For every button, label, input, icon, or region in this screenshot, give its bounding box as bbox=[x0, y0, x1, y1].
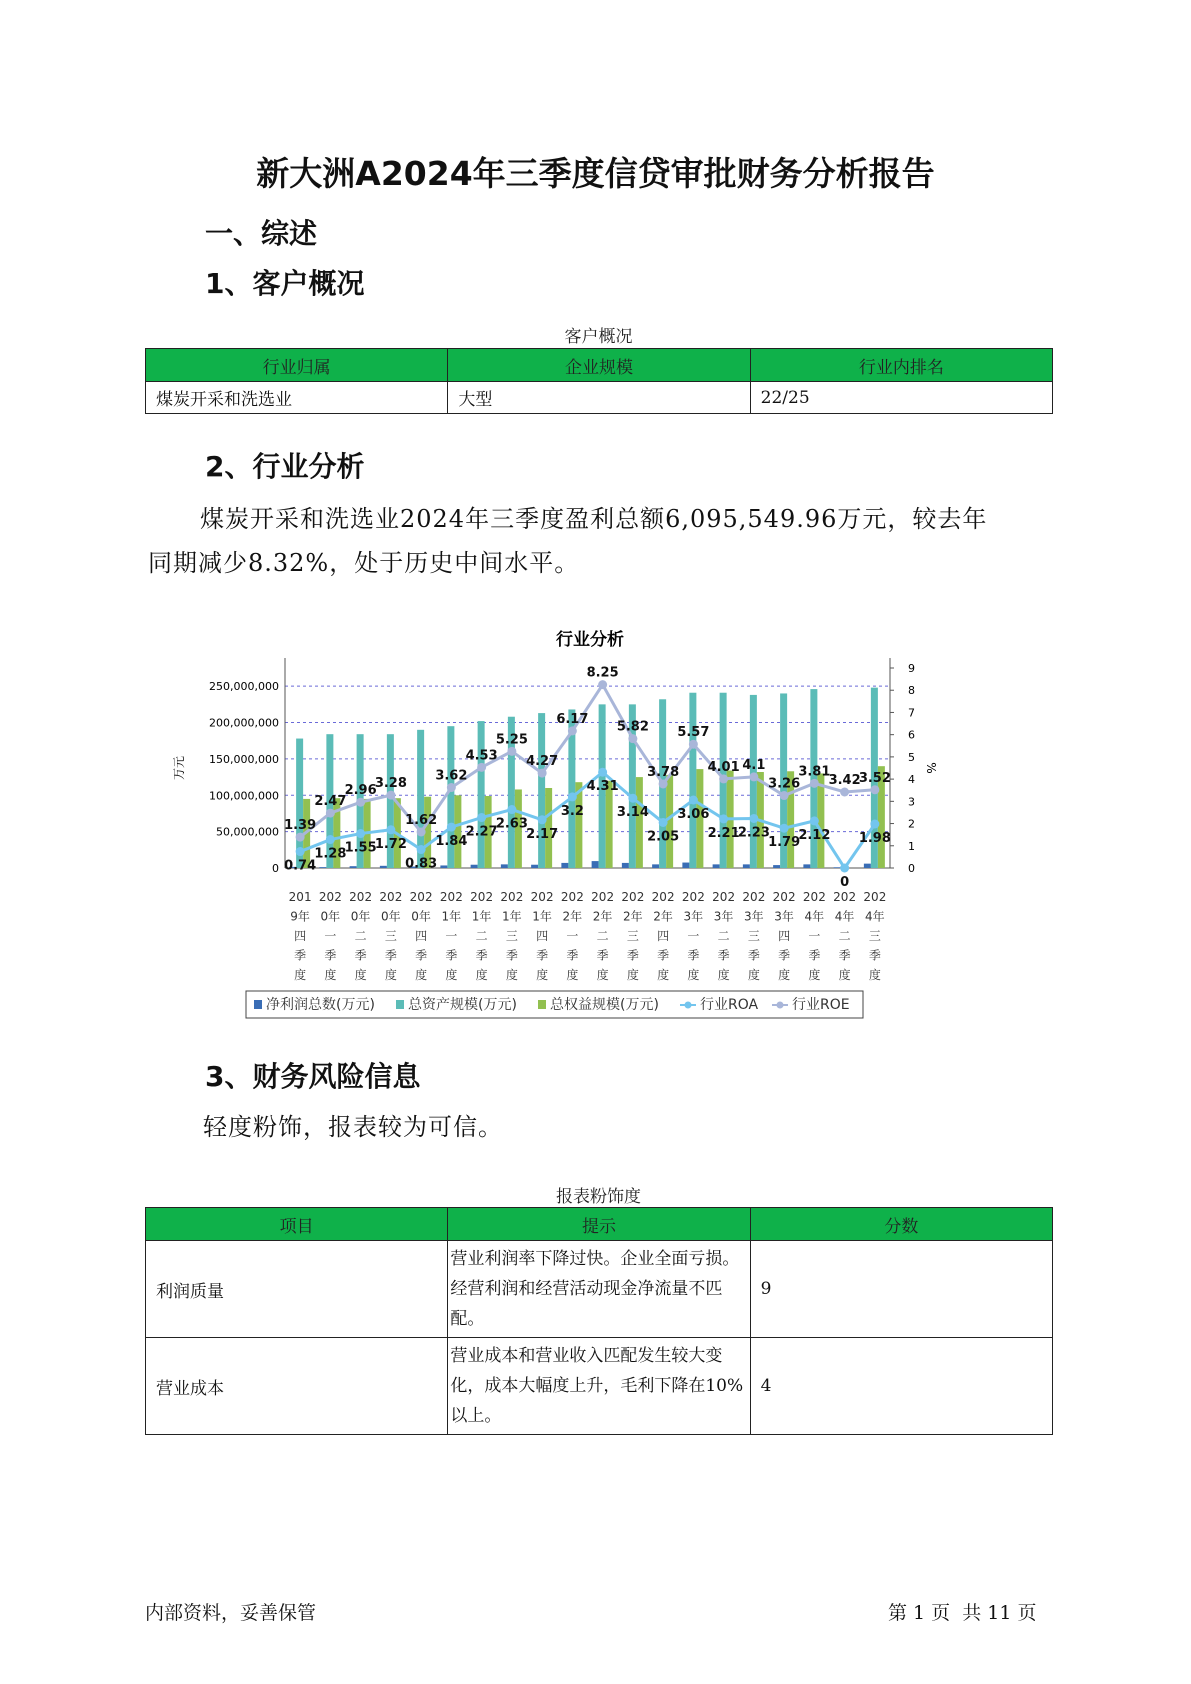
roa-point bbox=[568, 792, 577, 801]
x-tick-label: 季 bbox=[445, 948, 458, 963]
x-tick-label: 度 bbox=[294, 968, 307, 982]
x-tick-label: 1年 bbox=[532, 909, 552, 924]
x-tick-label: 1年 bbox=[471, 909, 492, 924]
x-tick-label: 1年 bbox=[441, 909, 462, 924]
y-tick-label: 100,000,000 bbox=[209, 789, 279, 803]
x-tick-label: 三 bbox=[747, 929, 760, 943]
roa-data-label: 1.72 bbox=[374, 836, 407, 852]
roe-data-label: 3.81 bbox=[798, 764, 831, 780]
roa-point bbox=[628, 794, 637, 803]
x-tick-label: 二 bbox=[838, 929, 851, 943]
roa-data-label: 3.2 bbox=[560, 803, 584, 819]
x-tick-label: 度 bbox=[596, 968, 609, 982]
roe-point bbox=[507, 747, 516, 756]
x-tick-label: 202 bbox=[349, 890, 373, 904]
x-tick-label: 季 bbox=[354, 948, 367, 963]
roe-point bbox=[870, 785, 879, 794]
roa-data-label: 4.31 bbox=[586, 779, 619, 795]
x-tick-label: 度 bbox=[566, 968, 579, 982]
x-tick-label: 202 bbox=[802, 890, 826, 904]
y2-tick-label: 9 bbox=[908, 662, 915, 675]
roe-data-label: 3.62 bbox=[435, 768, 468, 784]
x-tick-label: 202 bbox=[621, 890, 645, 904]
roe-point bbox=[689, 740, 698, 749]
risk-table-caption: 报表粉饰度 bbox=[556, 1187, 641, 1207]
roa-point bbox=[538, 815, 547, 824]
roa-point bbox=[719, 814, 728, 823]
x-tick-label: 202 bbox=[591, 890, 615, 904]
roa-data-label: 3.06 bbox=[677, 807, 710, 822]
x-tick-label: 202 bbox=[863, 890, 887, 904]
roa-point bbox=[417, 845, 426, 854]
roe-data-label: 2.47 bbox=[314, 794, 347, 810]
roe-data-label: 4.01 bbox=[707, 759, 740, 775]
net-profit-bar bbox=[501, 864, 508, 868]
roa-data-label: 1.84 bbox=[435, 834, 468, 850]
x-tick-label: 季 bbox=[596, 948, 609, 963]
x-tick-label: 度 bbox=[445, 968, 458, 982]
x-tick-label: 4年 bbox=[865, 909, 885, 924]
roe-data-label: 3.26 bbox=[768, 776, 801, 792]
legend-marker bbox=[685, 1002, 692, 1009]
legend-swatch bbox=[538, 1000, 546, 1009]
x-tick-label: 202 bbox=[470, 890, 494, 904]
roa-point bbox=[507, 805, 516, 814]
y-tick-label: 50,000,000 bbox=[216, 825, 279, 839]
y2-tick-label: 5 bbox=[908, 750, 915, 764]
x-tick-label: 4年 bbox=[834, 909, 855, 924]
legend-label: 总权益规模(万元) bbox=[550, 997, 659, 1013]
roe-data-label: 8.25 bbox=[586, 665, 619, 681]
y-tick-label: 200,000,000 bbox=[209, 716, 279, 730]
report-title: 新大洲A2024年三季度信贷审批财务分析报告 bbox=[256, 154, 935, 193]
x-tick-label: 一 bbox=[566, 929, 579, 943]
roa-point bbox=[780, 824, 789, 833]
roe-data-label: 3.42 bbox=[828, 773, 861, 788]
roe-data-label: 1.39 bbox=[284, 818, 317, 834]
x-tick-label: 度 bbox=[778, 968, 791, 982]
x-tick-label: 季 bbox=[838, 948, 851, 963]
x-tick-label: 季 bbox=[778, 948, 791, 963]
x-tick-label: 202 bbox=[651, 890, 675, 904]
net-profit-bar bbox=[682, 863, 689, 868]
x-tick-label: 季 bbox=[536, 948, 549, 963]
roa-point bbox=[749, 814, 758, 823]
roa-data-label: 3.14 bbox=[616, 805, 649, 821]
x-tick-label: 季 bbox=[475, 948, 488, 963]
x-tick-label: 度 bbox=[808, 968, 821, 982]
roa-data-label: 0.74 bbox=[284, 858, 317, 874]
risk-table bbox=[145, 1207, 1053, 1435]
x-tick-label: 二 bbox=[354, 929, 367, 943]
x-tick-label: 二 bbox=[596, 929, 609, 943]
x-tick-label: 季 bbox=[384, 948, 397, 963]
roe-data-label: 4.27 bbox=[526, 754, 559, 770]
x-tick-label: 3年 bbox=[774, 909, 794, 924]
net-profit-bar bbox=[531, 865, 538, 868]
header-rank: 行业内排名 bbox=[750, 349, 1052, 382]
industry-chart bbox=[172, 630, 1000, 1115]
cell-scale: 大型 bbox=[448, 382, 750, 414]
header-scale: 企业规模 bbox=[448, 349, 750, 382]
roa-point bbox=[356, 829, 365, 838]
x-tick-label: 202 bbox=[530, 890, 554, 904]
x-tick-label: 季 bbox=[626, 948, 639, 963]
x-tick-label: 度 bbox=[868, 968, 881, 982]
y2-tick-label: 7 bbox=[908, 706, 915, 720]
section-industry-heading: 2、行业分析 bbox=[205, 450, 365, 483]
x-tick-label: 2年 bbox=[562, 909, 583, 924]
legend-label: 总资产规模(万元) bbox=[408, 997, 517, 1013]
roe-data-label: 1.62 bbox=[405, 813, 438, 828]
roe-point bbox=[598, 680, 607, 689]
x-tick-label: 3年 bbox=[744, 909, 764, 924]
roa-data-label: 1.79 bbox=[768, 835, 801, 851]
x-tick-label: 度 bbox=[384, 968, 397, 982]
risk-table-header bbox=[146, 1208, 1053, 1241]
x-tick-label: 202 bbox=[833, 890, 857, 904]
roe-point bbox=[780, 791, 789, 800]
y-tick-label: 150,000,000 bbox=[209, 752, 279, 766]
roe-data-label: 3.52 bbox=[858, 770, 891, 786]
x-tick-label: 202 bbox=[712, 890, 736, 904]
net-profit-bar bbox=[652, 864, 659, 868]
cell-hint: 营业利润率下降过快。企业全面亏损。经营利润和经营活动现金净流量不匹配。 bbox=[448, 1241, 750, 1338]
footer-note: 内部资料，妥善保管 bbox=[145, 1602, 317, 1624]
x-tick-label: 4年 bbox=[804, 909, 825, 924]
header-score: 分数 bbox=[750, 1208, 1052, 1241]
roe-point bbox=[840, 788, 849, 797]
industry-paragraph-line1: 煤炭开采和洗选业2024年三季度盈利总额6,095,549.96万元，较去年 bbox=[200, 505, 988, 533]
roe-point bbox=[356, 798, 365, 807]
section-customer-heading: 1、客户概况 bbox=[205, 267, 365, 300]
net-profit-bar bbox=[350, 866, 357, 868]
x-tick-label: 202 bbox=[318, 890, 342, 904]
table-row bbox=[146, 382, 1053, 414]
roa-point bbox=[870, 820, 879, 829]
x-tick-label: 0年 bbox=[411, 909, 431, 924]
x-tick-label: 202 bbox=[409, 890, 433, 904]
roe-data-label: 5.25 bbox=[495, 732, 528, 748]
x-tick-label: 202 bbox=[379, 890, 403, 904]
x-tick-label: 季 bbox=[657, 948, 670, 963]
roe-point bbox=[810, 779, 819, 788]
roa-data-label: 2.12 bbox=[798, 827, 831, 843]
section-risk-heading: 3、财务风险信息 bbox=[205, 1060, 421, 1093]
x-tick-label: 202 bbox=[681, 890, 705, 904]
x-tick-label: 3年 bbox=[683, 909, 704, 924]
y2-tick-label: 1 bbox=[908, 839, 915, 853]
x-tick-label: 季 bbox=[324, 948, 337, 963]
x-tick-label: 度 bbox=[354, 968, 367, 982]
roe-point bbox=[417, 828, 426, 837]
cell-industry: 煤炭开采和洗选业 bbox=[146, 382, 448, 414]
roe-data-label: 2.96 bbox=[344, 783, 377, 799]
x-tick-label: 季 bbox=[505, 948, 518, 963]
cell-score: 4 bbox=[750, 1338, 1052, 1435]
cell-rank: 22/25 bbox=[750, 382, 1052, 414]
x-tick-label: 0年 bbox=[350, 909, 371, 924]
section-overview-heading: 一、综述 bbox=[205, 217, 318, 250]
roe-point bbox=[386, 791, 395, 800]
roa-point bbox=[810, 816, 819, 825]
risk-paragraph: 轻度粉饰，报表较为可信。 bbox=[203, 1113, 503, 1141]
x-tick-label: 度 bbox=[475, 968, 488, 982]
roa-data-label: 2.05 bbox=[647, 829, 680, 845]
x-tick-label: 度 bbox=[657, 968, 670, 982]
header-item: 项目 bbox=[146, 1208, 448, 1241]
roa-data-label: 2.27 bbox=[465, 824, 498, 840]
roa-point bbox=[447, 823, 456, 832]
roa-data-label: 1.98 bbox=[858, 831, 891, 846]
net-profit-bar bbox=[380, 866, 387, 868]
x-tick-label: 3年 bbox=[713, 909, 734, 924]
x-tick-label: 一 bbox=[687, 929, 700, 943]
roe-point bbox=[296, 833, 305, 842]
y2-tick-label: 2 bbox=[908, 817, 915, 831]
roa-data-label: 2.23 bbox=[737, 825, 770, 841]
y-tick-label: 0 bbox=[272, 862, 279, 875]
x-tick-label: 201 bbox=[288, 890, 312, 904]
roe-point bbox=[749, 772, 758, 781]
x-tick-label: 202 bbox=[772, 890, 796, 904]
roa-data-label: 2.21 bbox=[707, 825, 740, 841]
x-tick-label: 2年 bbox=[623, 909, 643, 924]
x-tick-label: 四 bbox=[415, 929, 428, 943]
x-tick-label: 季 bbox=[717, 948, 730, 963]
x-tick-label: 度 bbox=[536, 968, 549, 982]
roe-point bbox=[568, 726, 577, 735]
roa-point bbox=[840, 864, 849, 873]
x-tick-label: 度 bbox=[415, 968, 428, 982]
roa-point bbox=[386, 825, 395, 834]
x-tick-label: 二 bbox=[475, 929, 488, 943]
chart-title: 行业分析 bbox=[556, 630, 624, 650]
x-tick-label: 度 bbox=[505, 968, 518, 982]
legend-label: 净利润总数(万元) bbox=[266, 997, 375, 1013]
x-tick-label: 一 bbox=[445, 929, 458, 943]
roe-data-label: 3.78 bbox=[647, 765, 680, 780]
x-tick-label: 四 bbox=[294, 929, 307, 943]
table-row bbox=[146, 1241, 1053, 1338]
legend-marker bbox=[777, 1002, 784, 1009]
roe-point bbox=[659, 780, 668, 789]
roe-point bbox=[628, 734, 637, 743]
roa-data-label: 0.83 bbox=[405, 856, 438, 872]
industry-chart-svg bbox=[172, 630, 1000, 1115]
x-tick-label: 季 bbox=[747, 948, 760, 963]
x-tick-label: 度 bbox=[324, 968, 337, 982]
y2-tick-label: 0 bbox=[908, 862, 915, 875]
x-tick-label: 季 bbox=[808, 948, 821, 963]
x-tick-label: 四 bbox=[536, 929, 549, 943]
net-profit-bar bbox=[622, 863, 629, 868]
cell-item: 营业成本 bbox=[146, 1338, 448, 1435]
x-tick-label: 9年 bbox=[290, 909, 310, 924]
roa-point bbox=[326, 835, 335, 844]
x-tick-label: 三 bbox=[384, 929, 397, 943]
y-tick-label: 250,000,000 bbox=[209, 680, 279, 694]
roe-point bbox=[719, 774, 728, 783]
roa-data-label: 1.55 bbox=[344, 840, 377, 856]
x-tick-label: 202 bbox=[439, 890, 463, 904]
x-tick-label: 0年 bbox=[320, 909, 341, 924]
x-tick-label: 季 bbox=[566, 948, 579, 963]
header-industry: 行业归属 bbox=[146, 349, 448, 382]
roa-point bbox=[598, 768, 607, 777]
legend-swatch bbox=[396, 1000, 404, 1009]
roe-data-label: 3.28 bbox=[374, 776, 407, 792]
net-profit-bar bbox=[561, 863, 568, 868]
roe-data-label: 5.82 bbox=[616, 719, 649, 735]
x-tick-label: 季 bbox=[687, 948, 700, 963]
customer-table bbox=[145, 348, 1053, 414]
cell-score: 9 bbox=[750, 1241, 1052, 1338]
total-equity-bar bbox=[636, 777, 643, 868]
x-tick-label: 四 bbox=[657, 929, 670, 943]
x-tick-label: 度 bbox=[626, 968, 639, 982]
y2-tick-label: 8 bbox=[908, 684, 915, 698]
roa-data-label: 0 bbox=[840, 875, 850, 890]
legend-label: 行业ROA bbox=[700, 997, 759, 1013]
x-tick-label: 度 bbox=[747, 968, 760, 982]
x-tick-label: 2年 bbox=[592, 909, 613, 924]
x-tick-label: 季 bbox=[294, 948, 307, 963]
x-tick-label: 季 bbox=[868, 948, 881, 963]
total-assets-bar bbox=[538, 713, 545, 868]
roa-point bbox=[689, 796, 698, 805]
x-tick-label: 1年 bbox=[502, 909, 522, 924]
y2-tick-label: 6 bbox=[908, 728, 915, 742]
net-profit-bar bbox=[471, 865, 478, 868]
cell-hint: 营业成本和营业收入匹配发生较大变化，成本大幅度上升，毛利下降在10%以上。 bbox=[448, 1338, 750, 1435]
cell-item: 利润质量 bbox=[146, 1241, 448, 1338]
net-profit-bar bbox=[592, 861, 599, 868]
roe-data-label: 4.53 bbox=[465, 748, 498, 764]
legend-swatch bbox=[254, 1000, 262, 1009]
y2-tick-label: 3 bbox=[908, 795, 915, 809]
x-tick-label: 三 bbox=[626, 929, 639, 943]
x-tick-label: 四 bbox=[778, 929, 791, 943]
x-tick-label: 0年 bbox=[381, 909, 401, 924]
x-tick-label: 202 bbox=[500, 890, 524, 904]
roa-point bbox=[296, 847, 305, 856]
roe-point bbox=[326, 809, 335, 818]
header-hint: 提示 bbox=[448, 1208, 750, 1241]
net-profit-bar bbox=[713, 864, 720, 868]
roe-data-label: 5.57 bbox=[677, 725, 710, 741]
roa-data-label: 2.17 bbox=[526, 826, 559, 842]
page-number: 第 1 页 共 11 页 bbox=[888, 1602, 1037, 1624]
total-equity-bar bbox=[454, 795, 461, 868]
x-tick-label: 二 bbox=[717, 929, 730, 943]
x-tick-label: 度 bbox=[717, 968, 730, 982]
y2-tick-label: 4 bbox=[908, 773, 915, 787]
roe-point bbox=[477, 763, 486, 772]
x-tick-label: 季 bbox=[415, 948, 428, 963]
table-row bbox=[146, 1338, 1053, 1435]
y2-axis-label: % bbox=[924, 762, 938, 774]
net-profit-bar bbox=[803, 864, 810, 868]
roa-data-label: 2.63 bbox=[495, 816, 528, 832]
customer-table-caption: 客户概况 bbox=[564, 327, 633, 347]
net-profit-bar bbox=[864, 864, 871, 868]
customer-table-header bbox=[146, 349, 1053, 382]
x-tick-label: 三 bbox=[868, 929, 881, 943]
net-profit-bar bbox=[440, 865, 447, 868]
total-assets-bar bbox=[478, 721, 485, 868]
net-profit-bar bbox=[743, 864, 750, 868]
y-axis-label: 万元 bbox=[172, 755, 186, 781]
roa-point bbox=[477, 813, 486, 822]
total-assets-bar bbox=[750, 695, 757, 868]
industry-paragraph-line2: 同期减少8.32%，处于历史中间水平。 bbox=[148, 549, 580, 577]
net-profit-bar bbox=[319, 867, 326, 868]
x-tick-label: 202 bbox=[560, 890, 584, 904]
roa-data-label: 1.28 bbox=[314, 846, 347, 862]
x-tick-label: 202 bbox=[742, 890, 766, 904]
industry-paragraph bbox=[148, 497, 1048, 585]
roa-point bbox=[659, 818, 668, 827]
net-profit-bar bbox=[834, 867, 841, 868]
legend-label: 行业ROE bbox=[792, 997, 850, 1013]
total-assets-bar bbox=[689, 693, 696, 868]
roe-data-label: 4.1 bbox=[742, 757, 766, 773]
x-tick-label: 2年 bbox=[653, 909, 673, 924]
x-tick-label: 度 bbox=[838, 968, 851, 982]
x-tick-label: 一 bbox=[324, 929, 337, 943]
roe-point bbox=[447, 783, 456, 792]
net-profit-bar bbox=[773, 865, 780, 868]
roe-point bbox=[538, 769, 547, 778]
x-tick-label: 度 bbox=[687, 968, 700, 982]
x-tick-label: 三 bbox=[505, 929, 518, 943]
roe-data-label: 6.17 bbox=[556, 711, 589, 727]
x-tick-label: 一 bbox=[808, 929, 821, 943]
